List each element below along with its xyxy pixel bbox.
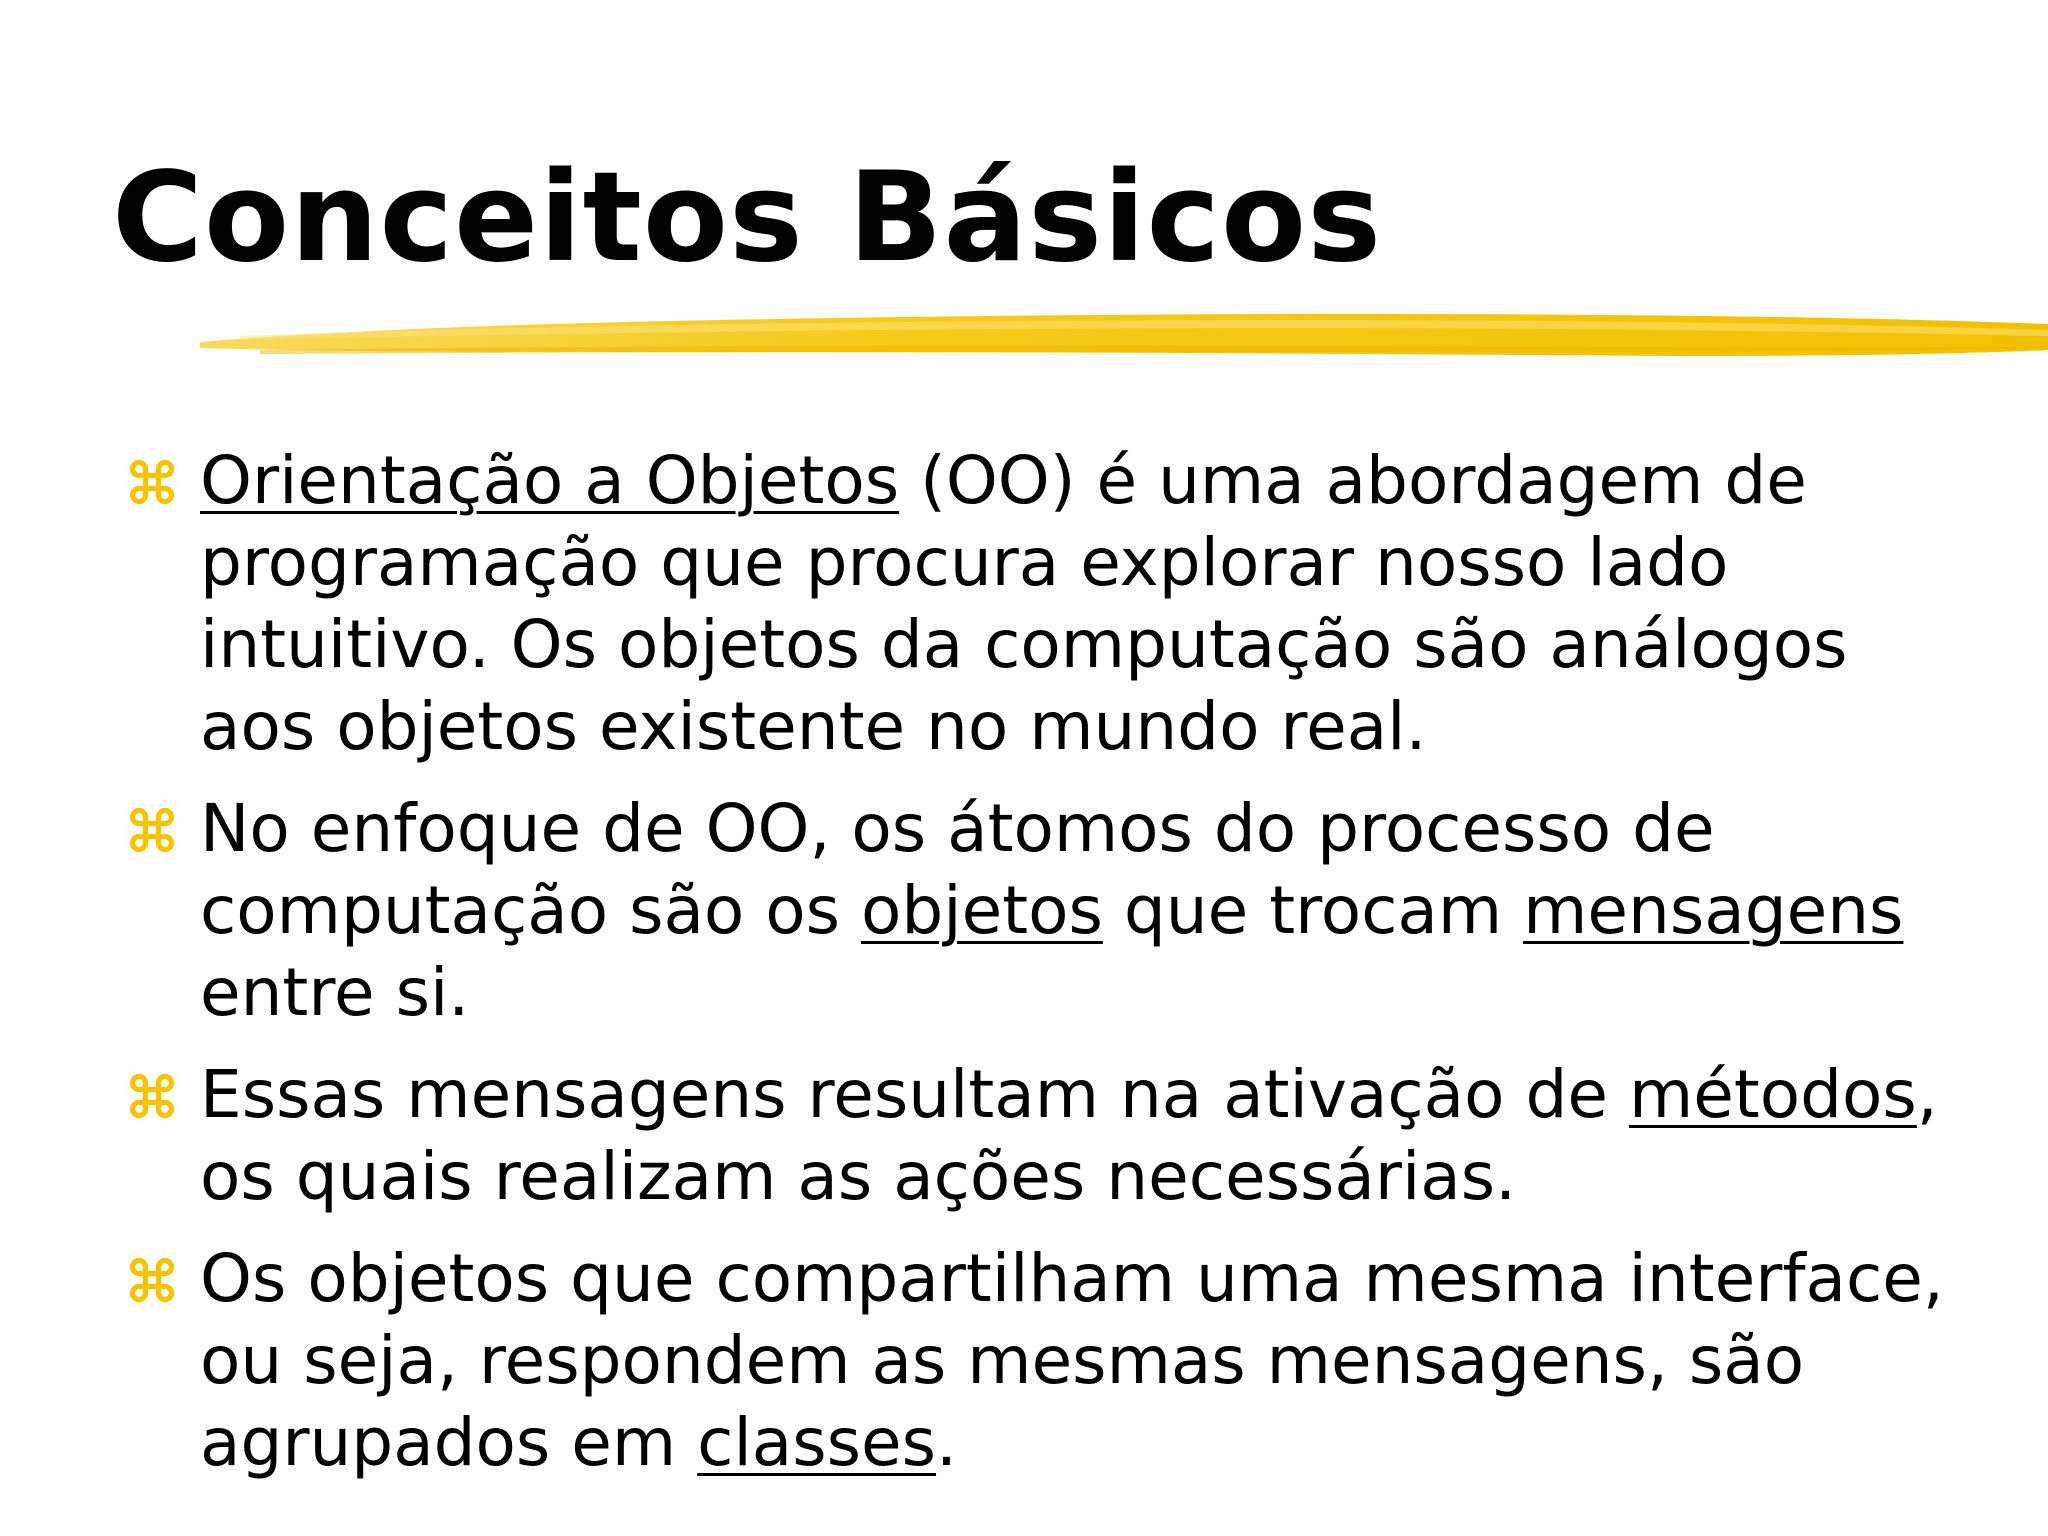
bullet-text: Os objetos que compartilham uma mesma interface, ou seja, respondem as mesmas mensagens, são agrupados em <box>200 1240 1944 1481</box>
underlined-term: objetos <box>861 872 1103 949</box>
bullet-text: Essas mensagens resultam na ativação de <box>200 1056 1629 1133</box>
bullet-text: que trocam <box>1102 872 1524 949</box>
slide-title: Conceitos Básicos <box>112 146 1383 290</box>
bullet-text: (OO) é uma abordagem de programação que procura explorar nosso lado intuitivo. Os objetos da computação são análogos aos objetos existente no mundo real. <box>200 442 1848 765</box>
bullet-text: . <box>936 1404 957 1481</box>
bullet-item <box>120 788 1980 1034</box>
underlined-term: métodos <box>1628 1056 1917 1133</box>
bullet-item <box>120 1054 1980 1218</box>
bullet-item <box>120 440 1980 768</box>
underlined-term: Orientação a Objetos <box>200 442 900 519</box>
command-key-icon <box>126 456 178 508</box>
bullet-text: , os quais realizam as ações necessárias. <box>200 1056 1938 1215</box>
bullet-text: No enfoque de OO, os átomos do processo de computação são os <box>200 790 1715 949</box>
bullet-list <box>120 440 1980 1504</box>
bullet-item <box>120 1238 1980 1484</box>
title-underline-brush-stroke <box>200 296 2048 376</box>
bullet-text: entre si. <box>200 954 470 1031</box>
underlined-term: classes <box>697 1404 937 1481</box>
command-key-icon <box>126 1070 178 1122</box>
command-key-icon <box>126 1254 178 1306</box>
underlined-term: mensagens <box>1523 872 1904 949</box>
command-key-icon <box>126 804 178 856</box>
